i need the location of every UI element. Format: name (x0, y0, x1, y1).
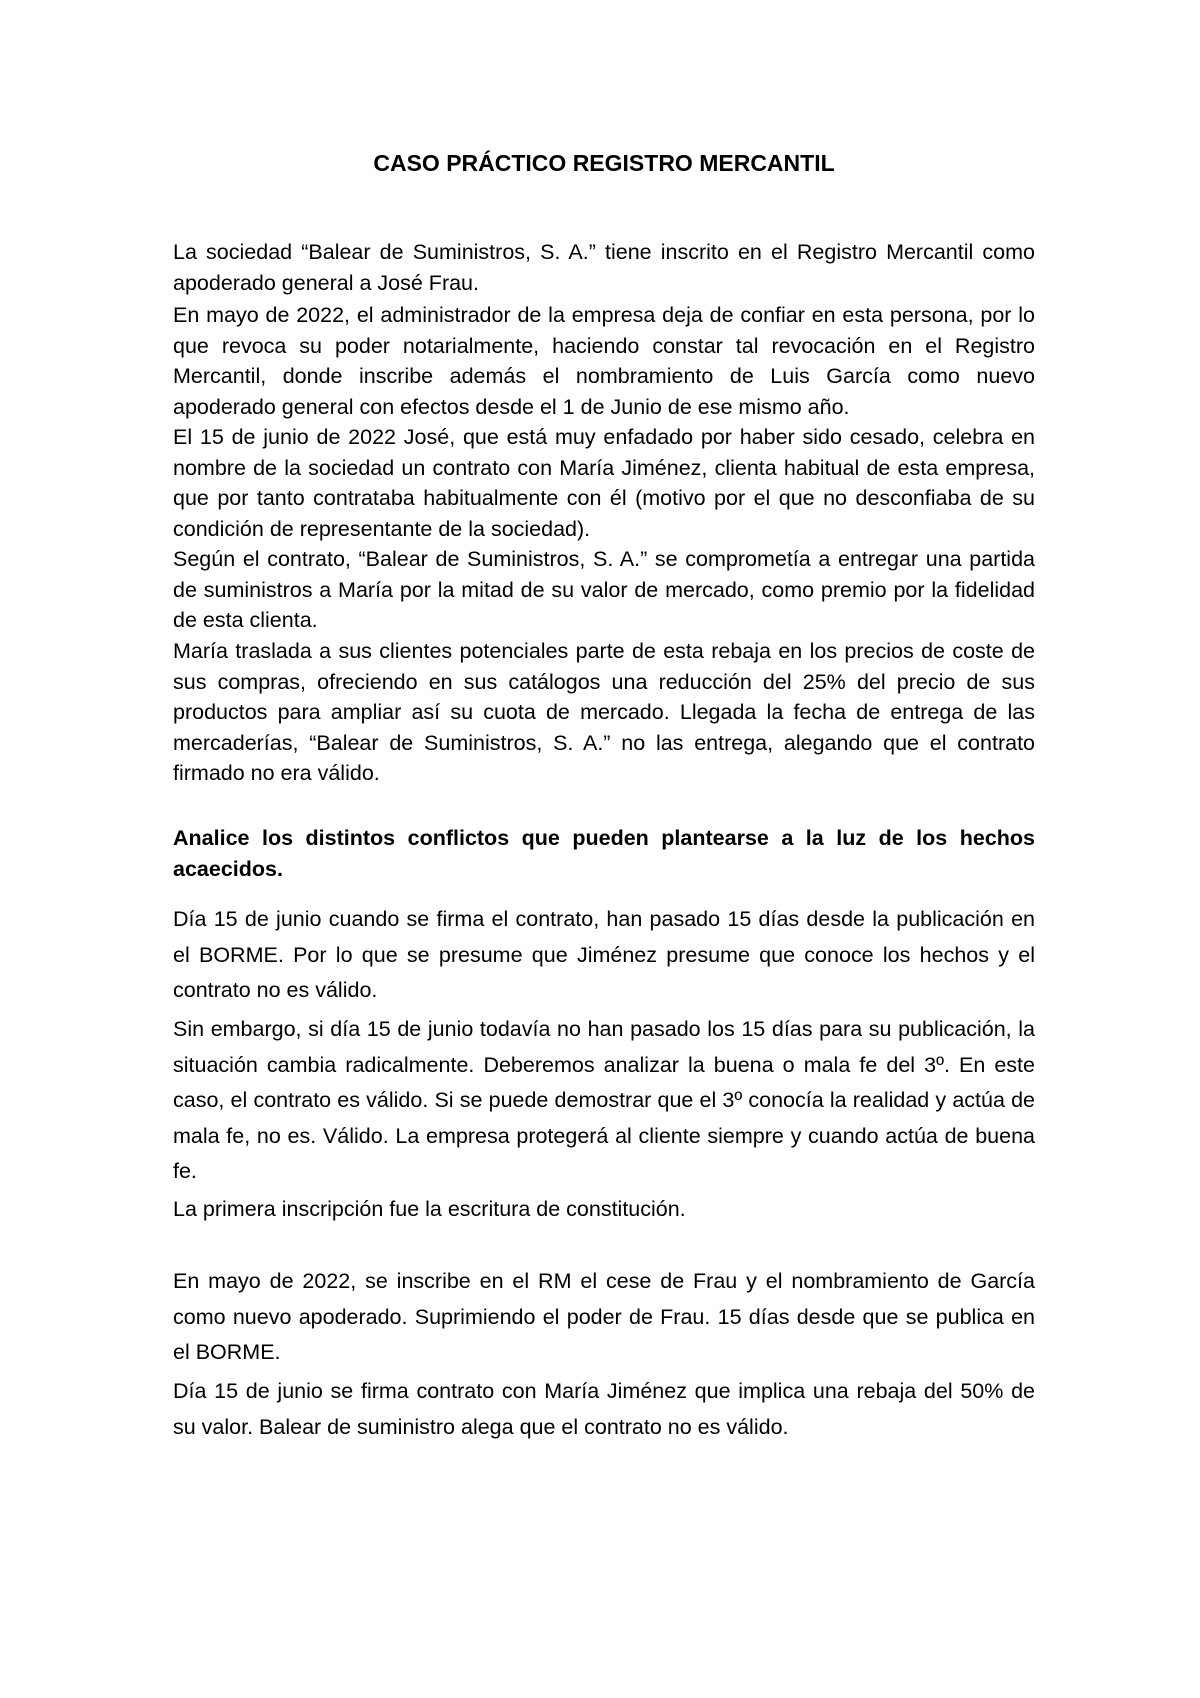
answer-paragraph-3: La primera inscripción fue la escritura de constitución. (173, 1197, 686, 1221)
document-page (173, 0, 1035, 1698)
answer-paragraph-2: Sin embargo, si día 15 de junio todavía no han pasado los 15 días para su publicación, la situación cambia radicalmente. Deberemos analizar la buena o mala fe del 3º. En este caso, el contrato es válido. Si se puede demostrar que el 3º conocía la realidad y actúa de mala fe, no es. Válido. La empresa protegerá al cliente siempre y cuando actúa de buena fe. (173, 1017, 1035, 1183)
case-paragraph-4: Según el contrato, “Balear de Suministros, S. A.” se comprometía a entregar una partida de suministros a María por la mitad de su valor de mercado, como premio por la fidelidad de esta clienta. (173, 547, 1035, 632)
answer-paragraph-1: Día 15 de junio cuando se firma el contrato, han pasado 15 días desde la publicación en el BORME. Por lo que se presume que Jiménez presume que conoce los hechos y el contrato no es válido. (173, 907, 1035, 1002)
answer-paragraph-5: Día 15 de junio se firma contrato con María Jiménez que implica una rebaja del 50% de su valor. Balear de suministro alega que el contrato no es válido. (173, 1379, 1035, 1439)
case-paragraph-5: María traslada a sus clientes potenciales parte de esta rebaja en los precios de coste de sus compras, ofreciendo en sus catálogos una reducción del 25% del precio de sus productos para ampliar así su cuota de mercado. Llegada la fecha de entrega de las mercaderías, “Balear de Suministros, S. A.” no las entrega, alegando que el contrato firmado no era válido. (173, 639, 1035, 785)
page-title: CASO PRÁCTICO REGISTRO MERCANTIL (373, 150, 835, 176)
case-paragraph-2: En mayo de 2022, el administrador de la empresa deja de confiar en esta persona, por lo que revoca su poder notarialmente, haciendo constar tal revocación en el Registro Mercantil, donde inscribe además el nombramiento de Luis García como nuevo apoderado general con efectos desde el 1 de Junio de ese mismo año. (173, 303, 1035, 419)
question-heading: Analice los distintos conflictos que pueden plantearse a la luz de los hechos acaecidos. (173, 826, 1035, 881)
answer-paragraph-4: En mayo de 2022, se inscribe en el RM el cese de Frau y el nombramiento de García como nuevo apoderado. Suprimiendo el poder de Frau. 15 días desde que se publica en el BORME. (173, 1269, 1035, 1364)
case-paragraph-1: La sociedad “Balear de Suministros, S. A.” tiene inscrito en el Registro Mercantil como apoderado general a José Frau. (173, 240, 1035, 295)
case-paragraph-3: El 15 de junio de 2022 José, que está muy enfadado por haber sido cesado, celebra en nombre de la sociedad un contrato con María Jiménez, clienta habitual de esta empresa, que por tanto contrataba habitualmente con él (motivo por el que no desconfiaba de su condición de representante de la sociedad). (173, 425, 1035, 541)
